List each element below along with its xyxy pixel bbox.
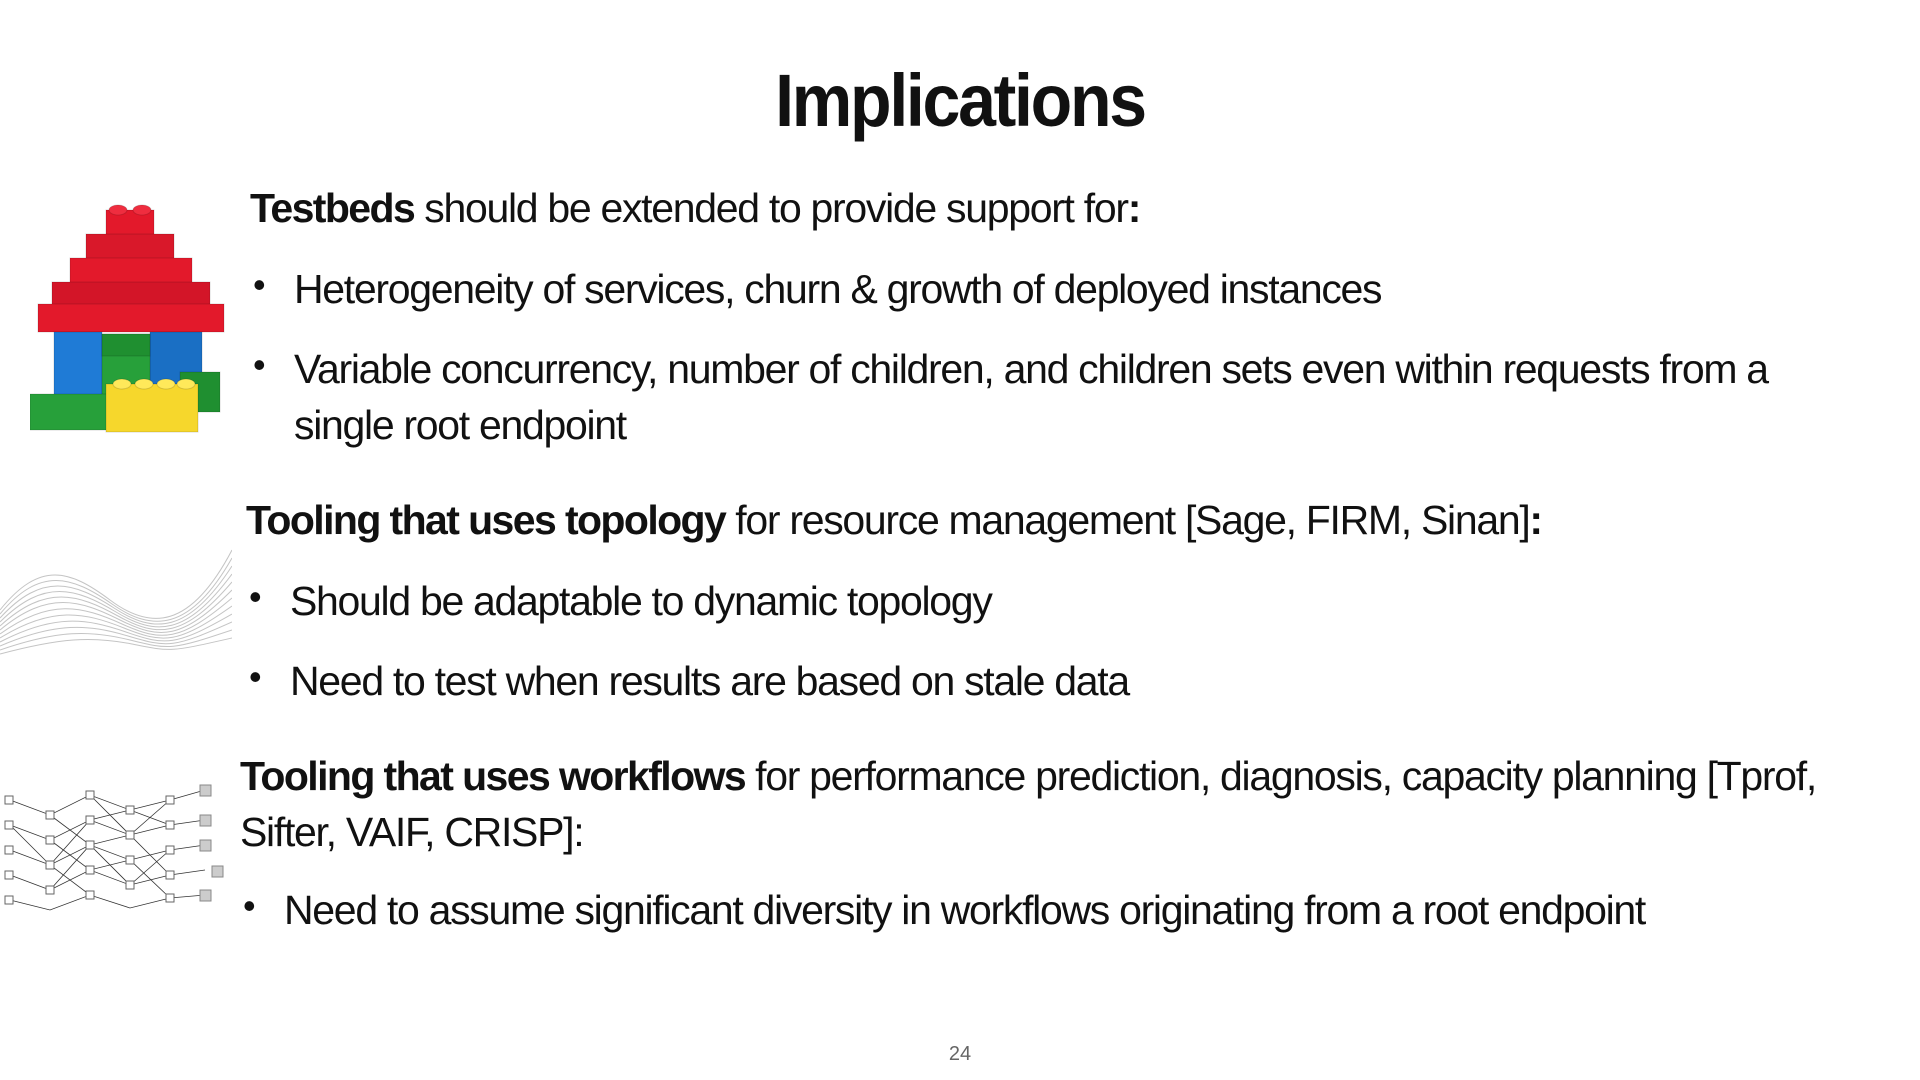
bullet-text: Need to test when results are based on stale data	[290, 658, 1129, 704]
bullet-text: Need to assume significant diversity in workflows originating from a root endpoint	[284, 887, 1645, 933]
bullet-item	[250, 341, 1830, 453]
section-heading	[240, 748, 1820, 860]
heading-text: should be extended to provide support for	[414, 185, 1128, 231]
bullet-text: Should be adaptable to dynamic topology	[290, 578, 992, 624]
bullet-dot: •	[249, 576, 261, 617]
bullet-dot: •	[243, 885, 255, 926]
bullet-text: Variable concurrency, number of children, and children sets even within requests from a single root endpoint	[294, 346, 1768, 448]
heading-colon: :	[1529, 497, 1542, 543]
section-testbeds	[250, 180, 1830, 453]
section-heading	[250, 180, 1830, 236]
page-number: 24	[948, 1043, 972, 1065]
bullet-item	[240, 882, 1820, 938]
slide-title: Implications	[775, 59, 1145, 142]
lego-house-icon	[30, 200, 230, 435]
bullet-dot: •	[253, 264, 265, 305]
wave-lines-icon	[0, 540, 232, 680]
heading-bold: Tooling that uses workflows	[240, 753, 746, 799]
heading-bold: Testbeds	[250, 185, 415, 231]
bullet-dot: •	[249, 656, 261, 697]
section-workflows	[240, 748, 1820, 938]
heading-text: for performance prediction, diagnosis, capacity planning [Tprof, Sifter, VAIF, CRISP]:	[240, 753, 1816, 855]
heading-colon: :	[1127, 185, 1140, 231]
bullet-item	[246, 653, 1826, 709]
section-heading	[246, 492, 1826, 548]
bullet-item	[246, 573, 1826, 629]
heading-bold: Tooling that uses topology	[246, 497, 726, 543]
bullet-dot: •	[253, 344, 265, 385]
workflow-graph-icon	[0, 780, 232, 920]
bullet-item	[250, 261, 1830, 317]
section-topology	[246, 492, 1826, 709]
bullet-text: Heterogeneity of services, churn & growth of deployed instances	[294, 266, 1382, 312]
heading-text: for resource management [Sage, FIRM, Sinan]	[725, 497, 1530, 543]
